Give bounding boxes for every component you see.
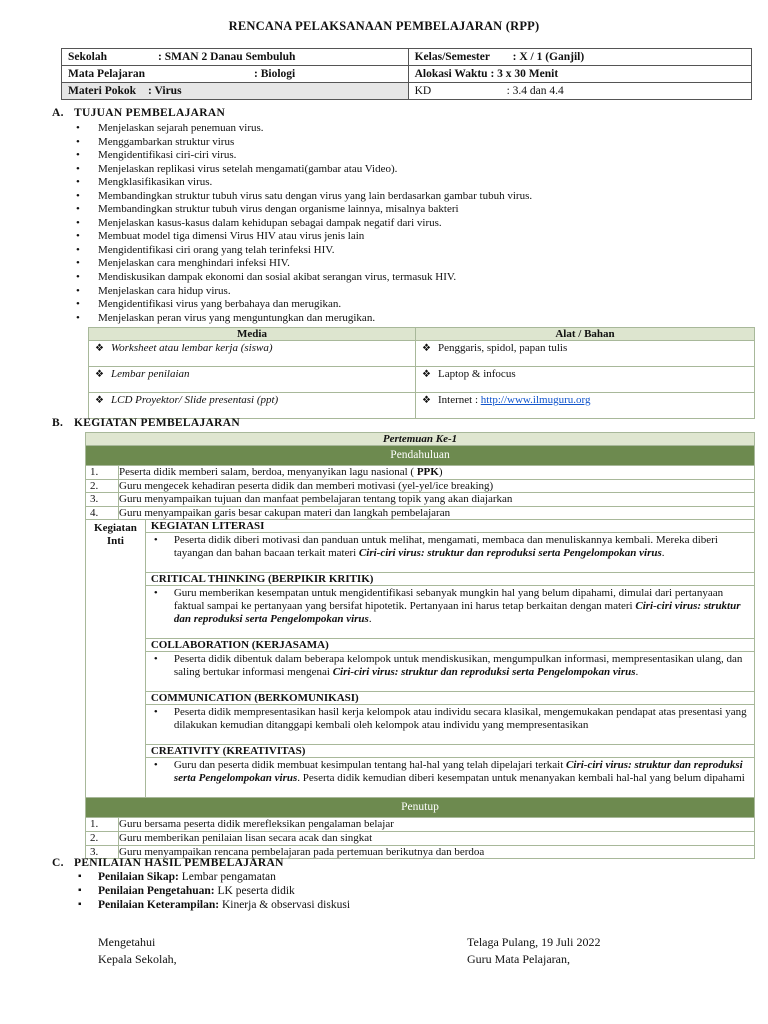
media-cell: ❖ Worksheet atau lembar kerja (siswa): [89, 341, 416, 367]
section-b-letter: B.: [52, 417, 64, 429]
bullet-icon: •: [76, 122, 80, 134]
penutup-row: 3. Guru menyampaikan rencana pembelajaran pada pertemuan berikutnya dan berdoa: [86, 845, 755, 859]
section-c-heading: [52, 857, 284, 869]
penilaian-list: [76, 870, 350, 912]
bullet-icon: •: [76, 230, 80, 243]
section-a-title: TUJUAN PEMBELAJARAN: [74, 107, 226, 119]
mapel-label: Mata Pelajaran: [68, 68, 145, 80]
bullet-icon: •: [153, 706, 158, 719]
diamond-bullet-icon: ❖: [422, 395, 431, 406]
bullet-icon: •: [153, 534, 158, 547]
list-item: • Membandingkan struktur tubuh virus satu dengan virus yang lain berdasarkan gambar tubuh virus.: [76, 189, 533, 202]
list-item: • Menjelaskan kasus-kasus dalam kehidupan sebagai dampak negatif dari virus.: [76, 216, 442, 229]
media-cell: ❖ Lembar penilaian: [89, 367, 416, 393]
penutup-row: 1. Guru bersama peserta didik merefleksikan pengalaman belajar: [86, 818, 755, 832]
penutup-band: Penutup: [86, 798, 755, 818]
internet-link[interactable]: http://www.ilmuguru.org: [480, 394, 591, 406]
list-item: • Menjelaskan cara menghindari infeksi HIV.: [76, 257, 290, 270]
alokasi-cell: [408, 66, 751, 83]
section-c-letter: C.: [52, 857, 64, 869]
inti-heading: COMMUNICATION (BERKOMUNIKASI): [145, 692, 754, 705]
list-item: • Menjelaskan peran virus yang menguntungkan dan merugikan.: [76, 311, 376, 324]
list-item: • Menjelaskan cara hidup virus.: [76, 284, 231, 297]
pendahuluan-row: 4. Guru menyampaikan garis besar cakupan materi dan langkah pembelajaran: [86, 506, 755, 520]
list-item: • Membuat model tiga dimensi Virus HIV atau virus jenis lain: [76, 230, 365, 243]
pendahuluan-row: 3. Guru menyampaikan tujuan dan manfaat pembelajaran tentang topik yang akan diajarkan: [86, 493, 755, 507]
section-a-heading: [52, 107, 225, 119]
media-table: [88, 327, 755, 419]
list-item: • Mendiskusikan dampak ekonomi dan sosial akibat serangan virus, termasuk HIV.: [76, 271, 457, 284]
inti-heading: CRITICAL THINKING (BERPIKIR KRITIK): [145, 573, 754, 586]
kelas-label: Kelas/Semester: [414, 51, 490, 63]
alat-header: Alat / Bahan: [416, 328, 755, 341]
inti-body: • Guru memberikan kesempatan untuk mengidentifikasi sebanyak mungkin hal yang belum dipahami, dimulai dari pertanyaan faktual sampai ke pertanyaan yang bersifat hipotetik. Pertanyaan ini harus tetap berkaitan dengan materi Ciri-ciri virus: struktur dan reproduksi serta Pengelompokan virus.: [145, 586, 754, 639]
inti-body: • Guru dan peserta didik membuat kesimpulan tentang hal-hal yang telah dipelajari terkait Ciri-ciri virus: struktur dan reproduksi serta Pengelompokan virus. Peserta didik kemudian diberi kesempatan untuk menanyakan kembali hal-hal yang belum dipahami: [145, 758, 754, 798]
bullet-icon: •: [76, 216, 80, 229]
list-item: • Mengklasifikasikan virus.: [76, 176, 213, 189]
header-table: [61, 48, 752, 100]
signature-right: Telaga Pulang, 19 Juli 2022 Guru Mata Pelajaran,: [467, 935, 601, 966]
media-header: Media: [89, 328, 416, 341]
kegiatan-table: [85, 432, 755, 859]
list-item: • Mengidentifikasi virus yang berbahaya dan merugikan.: [76, 298, 342, 311]
square-bullet-icon: ▪: [78, 899, 82, 910]
bullet-icon: •: [76, 162, 80, 175]
bullet-icon: •: [76, 311, 80, 324]
bullet-icon: •: [153, 653, 158, 666]
pertemuan-label: Pertemuan Ke-1: [86, 433, 755, 446]
alat-cell: ❖ Penggaris, spidol, papan tulis: [416, 341, 755, 367]
kd-value: : 3.4 dan 4.4: [506, 85, 564, 97]
square-bullet-icon: ▪: [78, 885, 82, 896]
section-b-heading: [52, 417, 240, 429]
kd-label: KD: [414, 85, 432, 97]
bullet-icon: •: [76, 298, 80, 311]
pendahuluan-row: 1. Peserta didik memberi salam, berdoa, menyanyikan lagu nasional ( PPK): [86, 466, 755, 480]
list-item: ▪ Penilaian Sikap: Lembar pengamatan: [78, 871, 276, 883]
materi-label: Materi Pokok: [68, 85, 137, 97]
inti-heading: KEGIATAN LITERASI: [145, 520, 754, 533]
sekolah-cell: [62, 49, 409, 66]
inti-body: • Peserta didik mempresentasikan hasil kerja kelompok atau individu secara klasikal, mengemukakan pendapat atas presentasi yang dilakukan kemudian ditanggapi kembali oleh kelompok atau individu yang mempresentasikan: [145, 705, 754, 745]
signature-left: Mengetahui Kepala Sekolah,: [98, 935, 177, 966]
kelas-cell: [408, 49, 751, 66]
tujuan-list: [76, 122, 756, 325]
mapel-value: : Biologi: [254, 68, 296, 80]
sekolah-value: : SMAN 2 Danau Sembuluh: [158, 51, 296, 63]
pendahuluan-row: 2. Guru mengecek kehadiran peserta didik dan memberi motivasi (yel-yel/ice breaking): [86, 479, 755, 493]
section-a-letter: A.: [52, 107, 64, 119]
square-bullet-icon: ▪: [78, 871, 82, 882]
pendahuluan-band: Pendahuluan: [86, 446, 755, 466]
bullet-icon: •: [76, 284, 80, 297]
bullet-icon: •: [76, 149, 80, 162]
alokasi-label: Alokasi Waktu: [414, 68, 488, 80]
bullet-icon: •: [76, 135, 80, 148]
kelas-value: : X / 1 (Ganjil): [512, 51, 585, 63]
materi-value: : Virus: [148, 85, 182, 97]
section-c-title: PENILAIAN HASIL PEMBELAJARAN: [74, 857, 284, 869]
diamond-bullet-icon: ❖: [95, 369, 104, 380]
bullet-icon: •: [76, 257, 80, 270]
list-item: • Mengidentifikasi ciri orang yang telah terinfeksi HIV.: [76, 243, 335, 256]
sekolah-label: Sekolah: [68, 51, 107, 63]
inti-heading: CREATIVITY (KREATIVITAS): [145, 745, 754, 758]
list-item: ▪ Penilaian Keterampilan: Kinerja & observasi diskusi: [78, 899, 351, 911]
list-item: ▪ Penilaian Pengetahuan: LK peserta didik: [78, 885, 295, 897]
inti-body: • Peserta didik dibentuk dalam beberapa kelompok untuk mendiskusikan, mengumpulkan informasi, mempresentasikan ulang, dan saling bertukar informasi mengenai Ciri-ciri virus: struktur dan reproduksi serta Pengelompokan virus.: [145, 652, 754, 692]
penutup-row: 2. Guru memberikan penilaian lisan secara acak dan singkat: [86, 831, 755, 845]
alat-cell: ❖ Laptop & infocus: [416, 367, 755, 393]
mapel-cell: [62, 66, 409, 83]
list-item: • Menjelaskan replikasi virus setelah mengamati(gambar atau Video).: [76, 162, 398, 175]
diamond-bullet-icon: ❖: [422, 343, 431, 354]
alokasi-value: : 3 x 30 Menit: [490, 68, 559, 80]
diamond-bullet-icon: ❖: [95, 343, 104, 354]
bullet-icon: •: [76, 243, 80, 256]
inti-heading: COLLABORATION (KERJASAMA): [145, 639, 754, 652]
bullet-icon: •: [76, 176, 80, 189]
inti-body: • Peserta didik diberi motivasi dan panduan untuk melihat, mengamati, membaca dan menuliskannya kembali. Mereka diberi tayangan dan bahan bacaan terkait materi Ciri-ciri virus: struktur dan reproduksi serta Pengelompokan virus.: [145, 533, 754, 573]
bullet-icon: •: [153, 759, 158, 772]
bullet-icon: •: [76, 203, 80, 216]
list-item: • Mengidentifikasi ciri-ciri virus.: [76, 149, 237, 162]
document-title: RENCANA PELAKSANAAN PEMBELAJARAN (RPP): [228, 19, 540, 33]
list-item: • Menjelaskan sejarah penemuan virus.: [76, 122, 264, 134]
media-cell: ❖ LCD Proyektor/ Slide presentasi (ppt): [89, 393, 416, 419]
list-item: • Menggambarkan struktur virus: [76, 135, 235, 148]
diamond-bullet-icon: ❖: [95, 395, 104, 406]
bullet-icon: •: [76, 271, 80, 284]
alat-cell: ❖ Internet : http://www.ilmuguru.org: [416, 393, 755, 419]
bullet-icon: •: [153, 587, 158, 600]
materi-cell: [62, 83, 409, 100]
kegiatan-inti-label: Kegiatan Inti: [86, 520, 146, 798]
diamond-bullet-icon: ❖: [422, 369, 431, 380]
section-b-title: KEGIATAN PEMBELAJARAN: [74, 417, 240, 429]
list-item: • Membandingkan struktur tubuh virus dengan organisme lainnya, misalnya bakteri: [76, 203, 459, 216]
bullet-icon: •: [76, 189, 80, 202]
kd-cell: [408, 83, 751, 100]
